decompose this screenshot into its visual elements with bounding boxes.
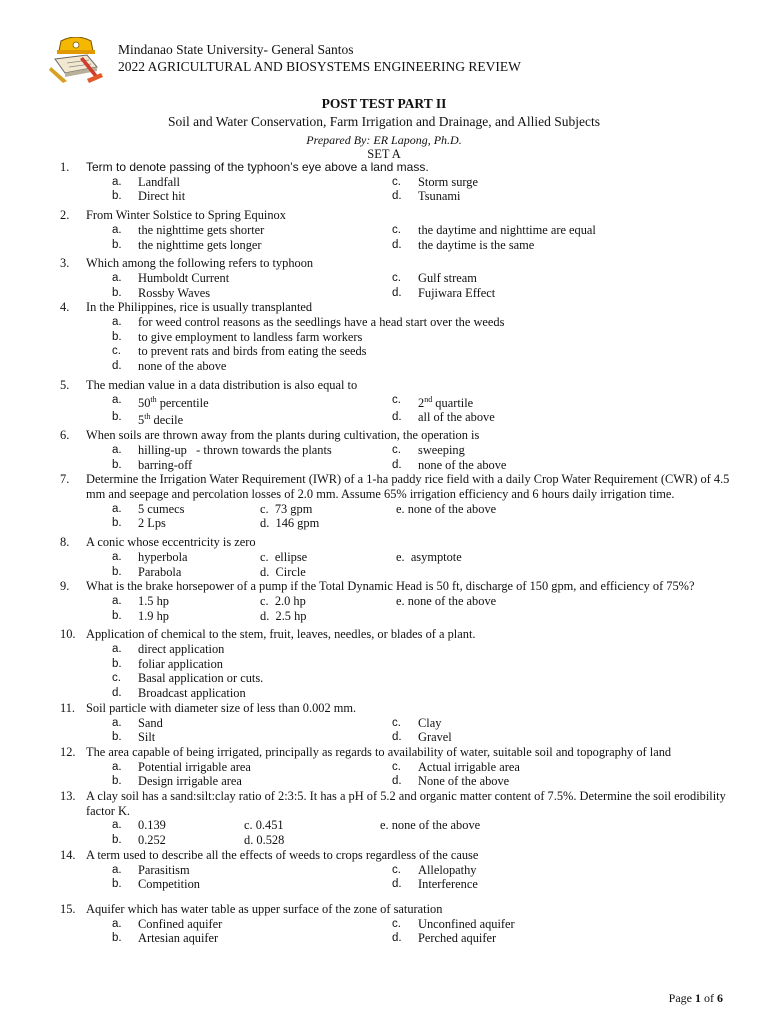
question-text: A clay soil has a sand:silt:clay ratio of 2:3:5. It has a pH of 5.2 and organic matter content of 7.5%. Determine the soil erodibility factor K. <box>86 789 726 818</box>
question-number: 2. <box>60 208 70 223</box>
question-7 <box>60 472 750 531</box>
option-letter: b. <box>112 286 122 299</box>
page-footer <box>669 991 723 1006</box>
question-text: When soils are thrown away from the plants during cultivation, the operation is <box>86 428 480 443</box>
option-text: hilling-up - thrown towards the plants <box>138 442 332 457</box>
option-letter: a. <box>112 643 122 656</box>
option-text: 5 cumecs <box>138 501 185 516</box>
question-8 <box>60 535 750 579</box>
option-text: Sand <box>138 715 163 730</box>
question-list <box>60 160 750 946</box>
option-text: Direct hit <box>138 189 186 204</box>
option-text: the daytime is the same <box>418 237 535 252</box>
option-letter: c. <box>392 223 401 236</box>
question-text: Aquifer which has water table as upper surface of the zone of saturation <box>86 902 443 916</box>
option-letter: b. <box>112 731 122 744</box>
option-text: Allelopathy <box>418 862 477 877</box>
option-letter: a. <box>112 223 122 236</box>
set-label: SET A <box>367 147 401 161</box>
option-text: Fujiwara Effect <box>418 285 496 300</box>
question-number: 11. <box>60 700 76 715</box>
option-letter: c. <box>392 393 401 406</box>
option-text: Storm surge <box>418 174 479 189</box>
option-text: Gravel <box>418 730 452 745</box>
option-text: Parasitism <box>138 862 190 877</box>
option-text: to give employment to landless farm workers <box>138 329 363 344</box>
option-text: none of the above <box>418 457 507 472</box>
question-number: 5. <box>60 377 70 392</box>
question-number: 12. <box>60 744 76 759</box>
question-5 <box>60 378 750 428</box>
option-text: Broadcast application <box>138 686 246 701</box>
option-text: c. ellipse <box>260 549 308 564</box>
option-letter: b. <box>112 330 122 343</box>
question-number: 15. <box>60 902 76 916</box>
option-text: the nighttime gets longer <box>138 237 262 252</box>
option-text: hyperbola <box>138 549 188 564</box>
option-letter: c. <box>392 271 401 284</box>
option-text: Competition <box>138 877 200 892</box>
option-text: Humboldt Current <box>138 270 230 285</box>
question-number: 8. <box>60 535 70 550</box>
question-text: What is the brake horsepower of a pump if the Total Dynamic Head is 50 ft, discharge of 150 gpm, and efficiency of 75%? <box>86 579 695 594</box>
option-letter: b. <box>112 238 122 251</box>
option-text: barring-off <box>138 457 193 472</box>
question-text: Which among the following refers to typhoon <box>86 256 314 271</box>
option-text: d. 146 gpm <box>260 516 320 531</box>
current-page: 1 <box>695 991 701 1005</box>
option-letter: d. <box>392 731 402 744</box>
question-text: A term used to describe all the effects of weeds to crops regardless of the cause <box>86 847 479 862</box>
option-letter: a. <box>112 917 122 930</box>
option-text: 0.252 <box>138 833 166 848</box>
option-text: Parabola <box>138 564 182 579</box>
institution-header <box>118 41 521 75</box>
option-text: for weed control reasons as the seedlings have a head start over the weeds <box>138 315 505 330</box>
option-text: Rossby Waves <box>138 285 211 300</box>
option-letter: b. <box>112 609 122 622</box>
question-number: 9. <box>60 579 70 594</box>
question-text: Application of chemical to the stem, fruit, leaves, needles, or blades of a plant. <box>86 627 476 642</box>
option-letter: a. <box>112 175 122 188</box>
question-3 <box>60 256 750 300</box>
option-letter: d. <box>392 286 402 299</box>
option-text: Clay <box>418 715 442 730</box>
question-4 <box>60 300 750 374</box>
option-letter: d. <box>392 932 402 945</box>
total-pages: 6 <box>717 991 723 1005</box>
option-letter: a. <box>112 271 122 284</box>
question-2 <box>60 208 750 252</box>
option-letter: b. <box>112 834 122 847</box>
option-text: e. none of the above <box>396 501 497 516</box>
option-letter: d. <box>112 360 122 373</box>
question-number: 7. <box>60 472 70 487</box>
option-letter: d. <box>392 775 402 788</box>
option-text: Tsunami <box>418 189 461 204</box>
option-text: e. none of the above <box>380 818 481 833</box>
of-word: of <box>704 991 714 1005</box>
question-number: 1. <box>60 160 70 174</box>
option-text: e. none of the above <box>396 593 497 608</box>
question-14 <box>60 848 750 892</box>
question-12 <box>60 745 750 789</box>
option-letter: d. <box>392 411 402 424</box>
option-text: Landfall <box>138 174 180 189</box>
option-letter: a. <box>112 550 122 563</box>
option-letter: b. <box>112 517 122 530</box>
option-letter: c. <box>392 863 401 876</box>
option-letter: c. <box>392 175 401 188</box>
option-text: e. asymptote <box>396 549 462 564</box>
option-text: c. 0.451 <box>244 818 284 833</box>
option-letter: a. <box>112 760 122 773</box>
option-text: d. 0.528 <box>244 833 285 848</box>
option-letter: c. <box>392 917 401 930</box>
question-text: From Winter Solstice to Spring Equinox <box>86 208 286 223</box>
option-letter: d. <box>392 190 402 203</box>
option-text: all of the above <box>418 410 495 425</box>
question-6 <box>60 428 750 472</box>
question-15 <box>60 902 750 946</box>
option-text: 2 Lps <box>138 516 166 531</box>
option-letter: a. <box>112 443 122 456</box>
question-text: Soil particle with diameter size of less than 0.002 mm. <box>86 700 357 715</box>
option-letter: a. <box>112 716 122 729</box>
review-title: 2022 AGRICULTURAL AND BIOSYSTEMS ENGINEERING REVIEW <box>118 59 521 74</box>
option-letter: a. <box>112 819 122 832</box>
prepared-by: Prepared By: ER Lapong, Ph.D. <box>306 133 462 147</box>
question-text: In the Philippines, rice is usually transplanted <box>86 300 313 315</box>
option-letter: b. <box>112 932 122 945</box>
option-text: c. 2.0 hp <box>260 593 306 608</box>
option-letter: c. <box>392 760 401 773</box>
question-10 <box>60 627 750 701</box>
option-text: Silt <box>138 730 156 745</box>
question-11 <box>60 701 750 745</box>
option-text: Unconfined aquifer <box>418 916 515 931</box>
option-text: Design irrigable area <box>138 774 242 789</box>
option-letter: d. <box>392 878 402 891</box>
option-text: 2nd quartile <box>418 394 474 410</box>
option-letter: b. <box>112 565 122 578</box>
question-text: A conic whose eccentricity is zero <box>86 535 256 550</box>
option-text: d. Circle <box>260 564 306 579</box>
option-letter: a. <box>112 393 122 406</box>
option-letter: d. <box>392 458 402 471</box>
option-text: d. 2.5 hp <box>260 608 307 623</box>
option-letter: b. <box>112 775 122 788</box>
test-subjects: Soil and Water Conservation, Farm Irrigation and Drainage, and Allied Subjects <box>167 114 601 129</box>
option-letter: b. <box>112 878 122 891</box>
question-text: Term to denote passing of the typhoon’s eye above a land mass. <box>86 160 429 174</box>
option-letter: b. <box>112 458 122 471</box>
option-text: sweeping <box>418 442 465 457</box>
option-text: 50th percentile <box>138 394 209 410</box>
option-text: foliar application <box>138 656 223 671</box>
question-number: 3. <box>60 256 70 271</box>
option-text: the nighttime gets shorter <box>138 222 265 237</box>
option-text: 1.9 hp <box>138 608 169 623</box>
question-9 <box>60 579 750 623</box>
option-letter: b. <box>112 657 122 670</box>
option-letter: a. <box>112 502 122 515</box>
question-1 <box>60 160 750 204</box>
option-text: c. 73 gpm <box>260 501 313 516</box>
question-text: The median value in a data distribution is also equal to <box>86 377 358 392</box>
option-text: Artesian aquifer <box>138 931 219 946</box>
option-letter: b. <box>112 411 122 424</box>
option-text: 1.5 hp <box>138 593 169 608</box>
option-letter: a. <box>112 863 122 876</box>
question-number: 14. <box>60 847 76 862</box>
test-title: POST TEST PART II <box>321 96 447 111</box>
option-text: the daytime and nighttime are equal <box>418 222 596 237</box>
option-text: 5th decile <box>138 412 184 428</box>
question-number: 10. <box>60 627 76 642</box>
option-letter: d. <box>112 687 122 700</box>
option-text: None of the above <box>418 774 510 789</box>
engineer-logo-icon <box>47 37 105 85</box>
option-letter: a. <box>112 594 122 607</box>
option-text: to prevent rats and birds from eating the seeds <box>138 344 367 359</box>
question-number: 6. <box>60 428 70 443</box>
question-number: 13. <box>60 789 76 804</box>
option-text: Perched aquifer <box>418 931 497 946</box>
question-text: The area capable of being irrigated, principally as regards to availability of water, suitable soil and topography of land <box>86 744 672 759</box>
option-text: direct application <box>138 642 225 657</box>
option-text: Gulf stream <box>418 270 477 285</box>
option-text: Interference <box>418 877 478 892</box>
option-text: Confined aquifer <box>138 916 223 931</box>
option-letter: a. <box>112 316 122 329</box>
page-word: Page <box>668 991 692 1005</box>
question-number: 4. <box>60 300 70 315</box>
option-text: Basal application or cuts. <box>138 671 264 686</box>
option-letter: c. <box>392 716 401 729</box>
option-letter: c. <box>112 345 121 358</box>
option-text: 0.139 <box>138 818 166 833</box>
option-letter: d. <box>392 238 402 251</box>
option-letter: c. <box>392 443 401 456</box>
option-text: Potential irrigable area <box>138 759 251 774</box>
option-letter: b. <box>112 190 122 203</box>
question-text: Determine the Irrigation Water Requirement (IWR) of a 1-ha paddy rice field with a daily Crop Water Requirement (CWR) of 4.5 mm and seepage and percolation losses of 2.0 mm. Assume 65% irrigation efficiency and 6 hours daily irrigation time. <box>86 472 730 502</box>
option-text: none of the above <box>138 359 227 374</box>
option-letter: c. <box>112 672 121 685</box>
option-text: Actual irrigable area <box>418 759 520 774</box>
question-13 <box>60 789 750 848</box>
university-name: Mindanao State University- General Santos <box>118 42 354 57</box>
